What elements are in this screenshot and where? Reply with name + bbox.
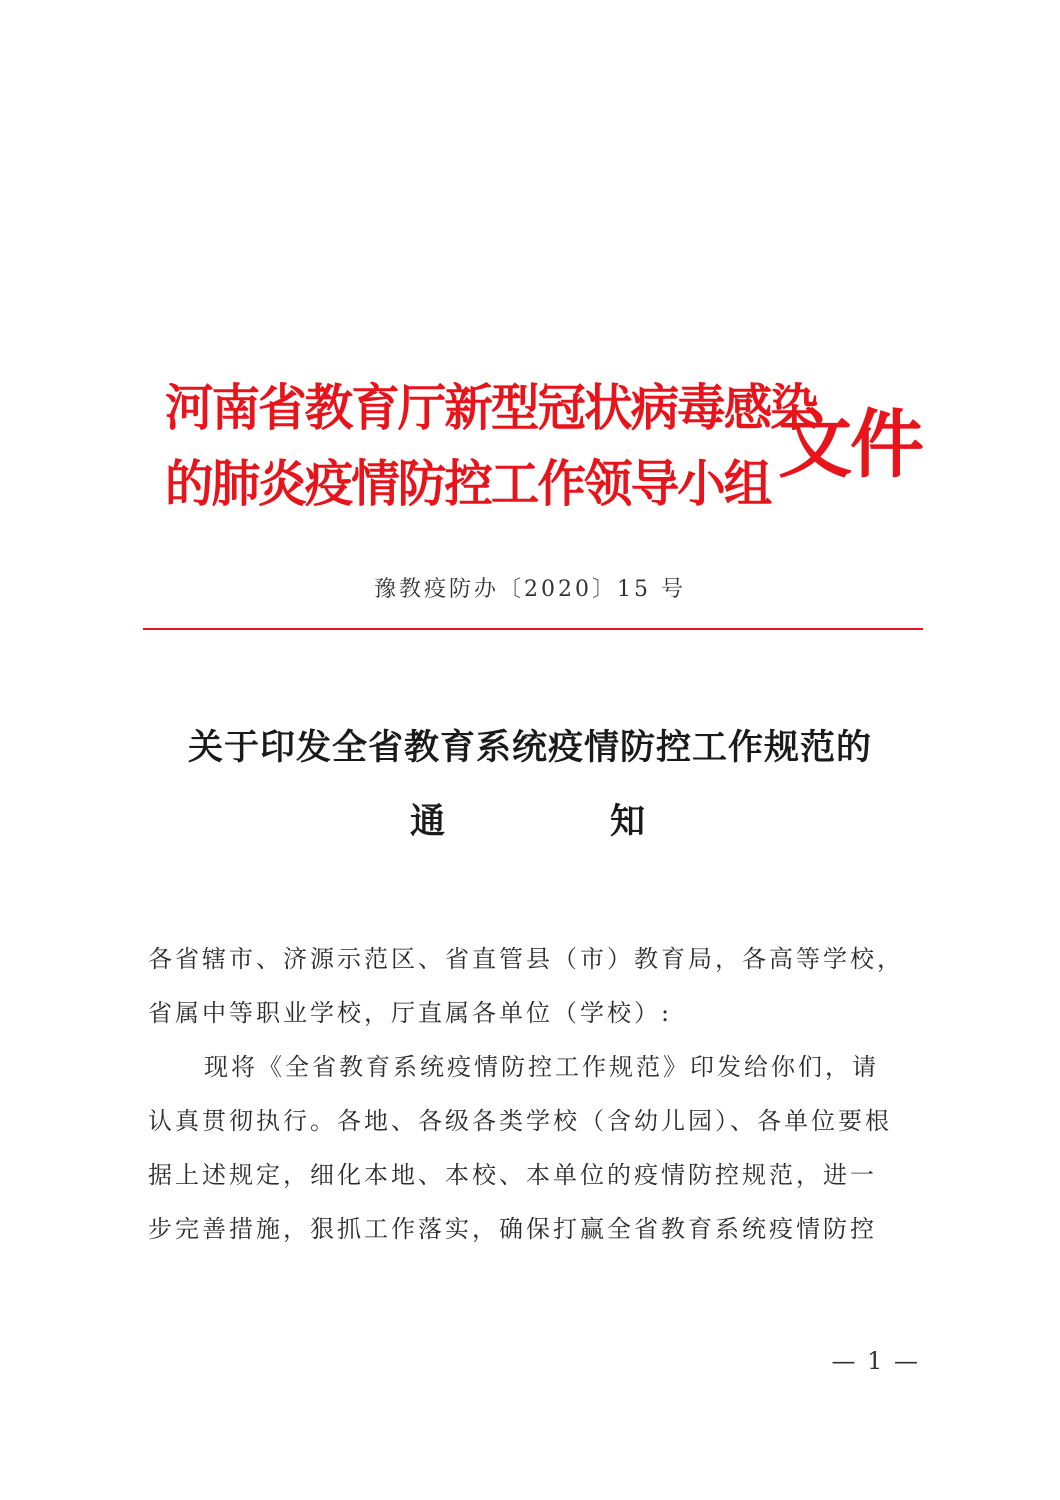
addressee-line-1: 各省辖市、济源示范区、省直管县（市）教育局，各高等学校， [148, 945, 904, 973]
document-header [150, 360, 920, 530]
paragraph-line-3: 据上述规定，细化本地、本校、本单位的疫情防控规范，进一 [148, 1161, 877, 1189]
document-number: 豫教疫防办〔2020〕15 号 [374, 577, 686, 602]
paragraph-line-1: 现将《全省教育系统疫情防控工作规范》印发给你们，请 [204, 1053, 879, 1081]
issuer-line-2: 的肺炎疫情防控工作领导小组 [165, 455, 771, 513]
issuing-authority [165, 370, 817, 522]
notice-body [148, 932, 928, 1256]
addressee-line-2: 省属中等职业学校，厅直属各单位（学校）: [148, 999, 673, 1027]
notice-title-char-2: 知 [610, 801, 646, 842]
paragraph-line-4: 步完善措施，狠抓工作落实，确保打赢全省教育系统疫情防控 [148, 1215, 877, 1243]
document-type-label: 文件 [778, 402, 922, 488]
red-divider-line [143, 628, 923, 630]
notice-title-char-1: 通 [410, 801, 446, 842]
page-number: — 1 — [831, 1347, 920, 1375]
issuer-line-1: 河南省教育厅新型冠状病毒感染 [165, 379, 817, 437]
paragraph-line-2: 认真贯彻执行。各地、各级各类学校（含幼儿园）、各单位要根 [148, 1107, 892, 1135]
notice-title-line-1: 关于印发全省教育系统疫情防控工作规范的 [187, 727, 872, 768]
